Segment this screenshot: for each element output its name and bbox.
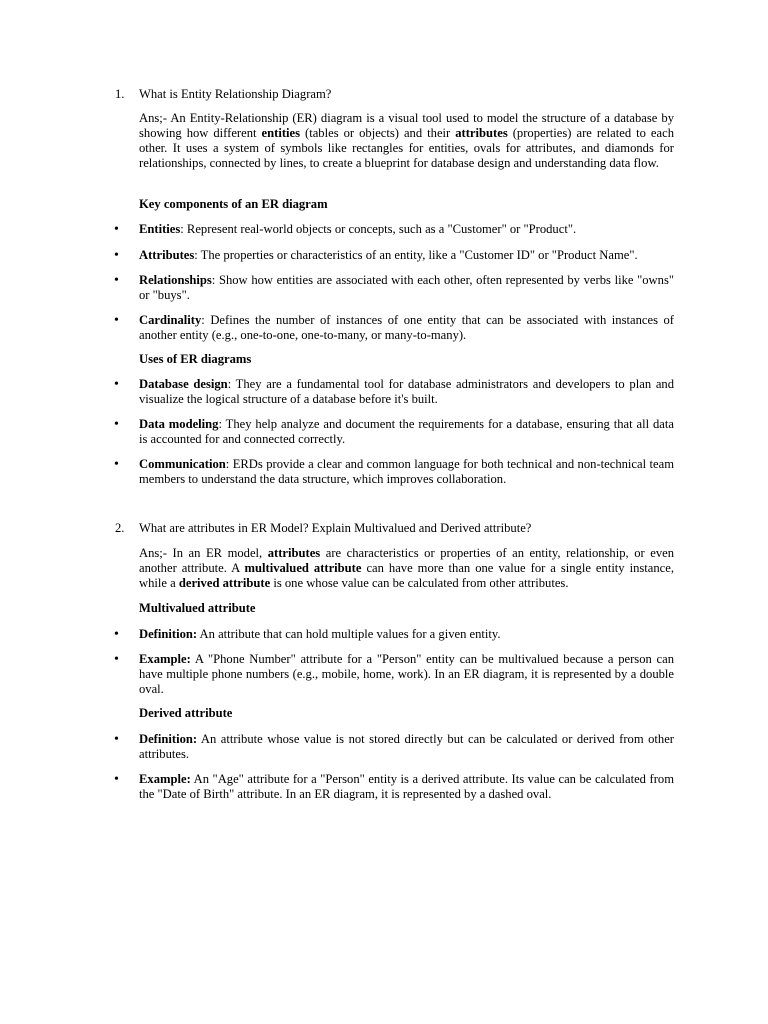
list-item-text: : The properties or characteristics of an entity, like a "Customer ID" or "Product Name". bbox=[194, 248, 638, 262]
question-1-text: What is Entity Relationship Diagram? bbox=[139, 87, 332, 101]
list-item-text: : They help analyze and document the requirements for a database, ensuring that all data is accounted for and connected correctly. bbox=[139, 417, 674, 446]
list-item-text: : ERDs provide a clear and common language for both technical and non-technical team members to understand the data structure, which improves collaboration. bbox=[139, 457, 674, 486]
list-item-text: : Represent real-world objects or concepts, such as a "Customer" or "Product". bbox=[180, 222, 577, 236]
bullet-icon: • bbox=[114, 417, 119, 432]
list-item bbox=[139, 417, 674, 447]
answer-2-bold: multivalued attribute bbox=[244, 561, 362, 575]
section-heading bbox=[139, 601, 674, 616]
answer-1-text: Ans;- An Entity-Relationship (ER) diagram is a visual tool used to model the structure of a database by showing how different bbox=[139, 111, 674, 140]
question-2-number: 2. bbox=[115, 521, 125, 535]
section-heading bbox=[139, 197, 674, 212]
answer-2-text: Ans;- In an ER model, bbox=[139, 546, 268, 560]
list-item-term: Data modeling bbox=[139, 417, 219, 431]
bullet-icon: • bbox=[114, 772, 119, 787]
list-item bbox=[139, 627, 674, 642]
heading-derived: Derived attribute bbox=[139, 706, 233, 720]
list-item-term: Entities bbox=[139, 222, 181, 236]
bullet-icon: • bbox=[114, 627, 119, 642]
list-item-term: Definition: bbox=[139, 627, 198, 641]
list-item-text: : Show how entities are associated with each other, often represented by verbs like "owns" or "buys". bbox=[139, 273, 674, 302]
list-item-text: An "Age" attribute for a "Person" entity is a derived attribute. Its value can be calculated from the "Date of Birth" attribute. In an ER diagram, it is represented by a dashed oval. bbox=[139, 772, 674, 801]
bullet-icon: • bbox=[114, 732, 119, 747]
section-heading bbox=[139, 706, 674, 721]
list-item-term: Example: bbox=[139, 652, 191, 666]
answer-1-text: (properties) are related to each other. It uses a system of symbols like rectangles for entities, ovals for attributes, and diamonds for relationships, connected by lines, to create a blueprint for database design and understanding data flow. bbox=[139, 126, 674, 170]
bullet-icon: • bbox=[114, 248, 119, 263]
bullet-icon: • bbox=[114, 457, 119, 472]
question-2-text: What are attributes in ER Model? Explain Multivalued and Derived attribute? bbox=[139, 521, 532, 535]
bullet-icon: • bbox=[114, 273, 119, 288]
list-item bbox=[139, 772, 674, 802]
bullet-icon: • bbox=[114, 313, 119, 328]
bullet-icon: • bbox=[114, 222, 119, 237]
bullet-icon: • bbox=[114, 652, 119, 667]
list-item-text: An attribute that can hold multiple values for a given entity. bbox=[197, 627, 501, 641]
question-2 bbox=[115, 521, 531, 536]
list-item bbox=[139, 313, 674, 343]
list-item-term: Cardinality bbox=[139, 313, 202, 327]
list-item-term: Attributes bbox=[139, 248, 195, 262]
answer-1-bold-entities: entities bbox=[261, 126, 301, 140]
heading-uses: Uses of ER diagrams bbox=[139, 352, 252, 366]
list-item bbox=[139, 222, 674, 237]
answer-2-text: can have more than one value for a single entity instance, while a bbox=[139, 561, 675, 590]
bullet-icon: • bbox=[114, 377, 119, 392]
heading-key-components: Key components of an ER diagram bbox=[139, 197, 328, 211]
answer-2-bold: attributes bbox=[267, 546, 321, 560]
answer-1-bold-attributes: attributes bbox=[455, 126, 508, 140]
question-1-number: 1. bbox=[115, 87, 125, 101]
list-item-term: Relationships bbox=[139, 273, 212, 287]
list-item bbox=[139, 248, 674, 263]
heading-multivalued: Multivalued attribute bbox=[139, 601, 256, 615]
list-item-text: : They are a fundamental tool for database administrators and developers to plan and visualize the logical structure of a database before it's built. bbox=[139, 377, 675, 406]
answer-2-text: are characteristics or properties of an entity, relationship, or even another attribute. A bbox=[139, 546, 674, 575]
list-item-text: An attribute whose value is not stored directly but can be calculated or derived from other attributes. bbox=[139, 732, 674, 761]
list-item-text: : Defines the number of instances of one entity that can be associated with instances of another entity (e.g., one-to-one, one-to-many, or many-to-many). bbox=[139, 313, 674, 342]
answer-1 bbox=[139, 111, 674, 171]
answer-2-text: is one whose value can be calculated from other attributes. bbox=[270, 576, 569, 590]
section-heading bbox=[139, 352, 674, 367]
list-item bbox=[139, 732, 674, 762]
answer-1-text: (tables or objects) and their bbox=[300, 126, 456, 140]
list-item-term: Definition: bbox=[139, 732, 198, 746]
list-item bbox=[139, 652, 674, 697]
answer-2-bold: derived attribute bbox=[178, 576, 271, 590]
answer-2 bbox=[139, 546, 674, 591]
list-item-text: A "Phone Number" attribute for a "Person" entity can be multivalued because a person can have multiple phone numbers (e.g., mobile, home, work). In an ER diagram, it is represented by a double oval. bbox=[139, 652, 674, 696]
question-1 bbox=[115, 87, 331, 102]
list-item-term: Communication bbox=[139, 457, 226, 471]
list-item-term: Database design bbox=[139, 377, 228, 391]
list-item bbox=[139, 377, 674, 407]
list-item bbox=[139, 457, 674, 487]
list-item-term: Example: bbox=[139, 772, 191, 786]
list-item bbox=[139, 273, 674, 303]
